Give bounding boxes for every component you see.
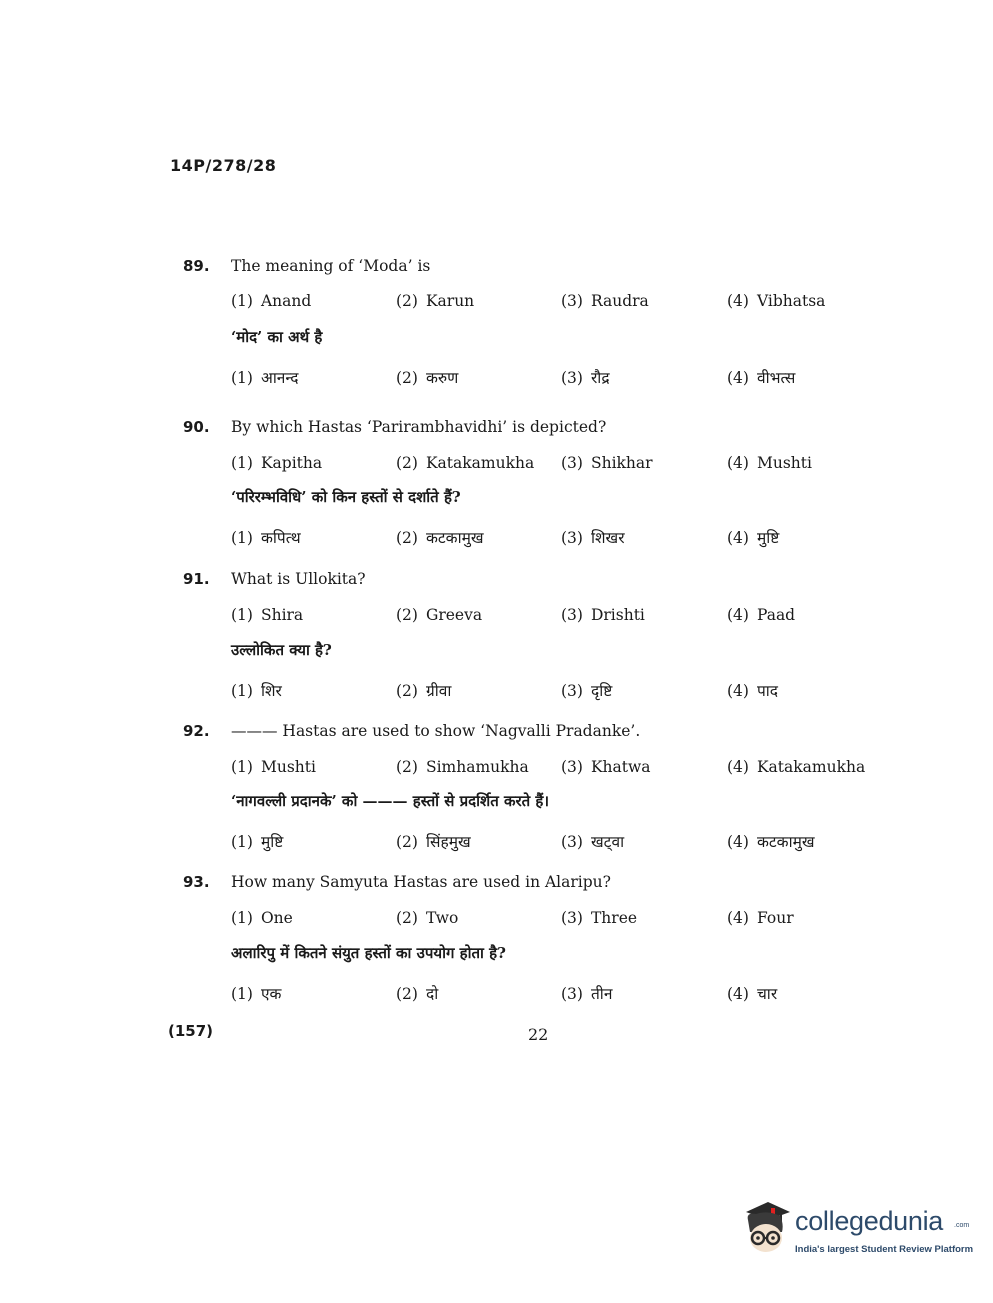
option-3-hi bbox=[561, 366, 610, 388]
option-number: (2) bbox=[396, 454, 418, 472]
option-number: (2) bbox=[396, 529, 418, 547]
option-number: (1) bbox=[231, 833, 253, 851]
option-label: कटकामुख bbox=[425, 529, 484, 547]
option-1-hi bbox=[231, 679, 282, 701]
page-number: 22 bbox=[528, 1025, 549, 1044]
question-label: By which Hastas ‘Parirambhavidhi’ is depicted? bbox=[231, 418, 607, 436]
option-number: (4) bbox=[727, 909, 749, 927]
question-text-hi: ‘मोद’ का अर्थ है bbox=[231, 328, 323, 346]
option-3-hi bbox=[561, 679, 612, 701]
option-4-hi bbox=[727, 366, 795, 388]
option-label: Karun bbox=[425, 292, 475, 310]
question-text-hi: ‘परिरम्भविधि’ को किन हस्तों से दर्शाते हैं? bbox=[231, 488, 461, 506]
option-1 bbox=[231, 454, 322, 472]
option-number: (4) bbox=[727, 529, 749, 547]
option-number: (1) bbox=[231, 682, 253, 700]
option-2-hi bbox=[396, 526, 484, 548]
option-label: Katakamukha bbox=[756, 758, 866, 776]
option-4 bbox=[727, 909, 794, 927]
option-1 bbox=[231, 606, 303, 624]
option-number: (4) bbox=[727, 606, 749, 624]
option-4-hi bbox=[727, 982, 777, 1004]
option-3-hi bbox=[561, 982, 612, 1004]
option-number: (4) bbox=[727, 454, 749, 472]
option-label: Raudra bbox=[590, 292, 649, 310]
option-3 bbox=[561, 909, 637, 927]
option-1-hi bbox=[231, 366, 298, 388]
option-2-hi bbox=[396, 982, 438, 1004]
option-label: Khatwa bbox=[590, 758, 651, 776]
option-3 bbox=[561, 606, 645, 624]
option-2 bbox=[396, 909, 458, 927]
option-number: (4) bbox=[727, 833, 749, 851]
option-number: (3) bbox=[561, 454, 583, 472]
option-number: (2) bbox=[396, 682, 418, 700]
option-number: (4) bbox=[727, 985, 749, 1003]
option-label: Kapitha bbox=[260, 454, 323, 472]
option-4-hi bbox=[727, 526, 779, 548]
question-label: How many Samyuta Hastas are used in Alaripu? bbox=[231, 873, 611, 891]
option-2-hi bbox=[396, 366, 458, 388]
option-number: (2) bbox=[396, 833, 418, 851]
option-number: (2) bbox=[396, 985, 418, 1003]
logo-wordmark: collegedunia bbox=[795, 1206, 944, 1236]
option-1 bbox=[231, 292, 311, 310]
question-number: 91. bbox=[183, 570, 210, 588]
option-number: (2) bbox=[396, 369, 418, 387]
mascot-icon bbox=[738, 1198, 794, 1258]
option-number: (3) bbox=[561, 909, 583, 927]
option-number: (3) bbox=[561, 758, 583, 776]
option-1 bbox=[231, 909, 293, 927]
question-label: What is Ullokita? bbox=[231, 570, 366, 588]
option-number: (3) bbox=[561, 985, 583, 1003]
option-4 bbox=[727, 454, 812, 472]
option-label: Three bbox=[590, 909, 638, 927]
option-number: (4) bbox=[727, 758, 749, 776]
option-number: (4) bbox=[727, 682, 749, 700]
logo-tagline: India's largest Student Review Platform bbox=[795, 1244, 974, 1255]
option-2 bbox=[396, 292, 474, 310]
option-1-hi bbox=[231, 982, 281, 1004]
logo-suffix: .com bbox=[954, 1222, 970, 1229]
option-label: Shikhar bbox=[590, 454, 653, 472]
option-number: (1) bbox=[231, 985, 253, 1003]
option-number: (1) bbox=[231, 758, 253, 776]
option-label: रौद्र bbox=[590, 369, 610, 387]
option-number: (4) bbox=[727, 292, 749, 310]
option-2 bbox=[396, 758, 529, 776]
option-label: पाद bbox=[756, 682, 779, 700]
option-number: (3) bbox=[561, 529, 583, 547]
option-number: (3) bbox=[561, 833, 583, 851]
option-label: करुण bbox=[425, 369, 459, 387]
question-number: 93. bbox=[183, 873, 210, 891]
option-label: Mushti bbox=[260, 758, 316, 776]
option-label: कटकामुख bbox=[756, 833, 815, 851]
option-3-hi bbox=[561, 526, 625, 548]
option-number: (2) bbox=[396, 758, 418, 776]
option-label: Simhamukha bbox=[425, 758, 529, 776]
option-number: (1) bbox=[231, 606, 253, 624]
option-number: (2) bbox=[396, 909, 418, 927]
option-label: सिंहमुख bbox=[425, 833, 471, 851]
question-number: 90. bbox=[183, 418, 210, 436]
option-3 bbox=[561, 758, 651, 776]
option-label: ग्रीवा bbox=[425, 682, 452, 700]
option-number: (1) bbox=[231, 292, 253, 310]
question-number: 89. bbox=[183, 257, 210, 275]
option-2-hi bbox=[396, 679, 451, 701]
option-4 bbox=[727, 606, 795, 624]
option-label: तीन bbox=[590, 985, 613, 1003]
option-label: Two bbox=[425, 909, 459, 927]
option-2 bbox=[396, 606, 482, 624]
option-3 bbox=[561, 292, 649, 310]
option-4-hi bbox=[727, 830, 815, 852]
option-3-hi bbox=[561, 830, 624, 852]
option-label: Greeva bbox=[425, 606, 483, 624]
option-number: (3) bbox=[561, 369, 583, 387]
option-label: Shira bbox=[260, 606, 304, 624]
option-label: One bbox=[260, 909, 293, 927]
option-4 bbox=[727, 292, 825, 310]
option-number: (3) bbox=[561, 292, 583, 310]
option-2-hi bbox=[396, 830, 471, 852]
question-number: 92. bbox=[183, 722, 210, 740]
option-label: Mushti bbox=[756, 454, 812, 472]
question-label: The meaning of ‘Moda’ is bbox=[231, 257, 431, 275]
option-number: (2) bbox=[396, 606, 418, 624]
option-label: मुष्टि bbox=[756, 529, 780, 547]
option-number: (1) bbox=[231, 529, 253, 547]
option-label: शिर bbox=[260, 682, 282, 700]
option-label: Four bbox=[756, 909, 794, 927]
option-label: वीभत्स bbox=[756, 369, 796, 387]
question-text-hi: ‘नागवल्ली प्रदानके’ को ——— हस्तों से प्रदर्शित करते हैं। bbox=[231, 792, 550, 810]
option-label: एक bbox=[260, 985, 282, 1003]
paper-code: 14P/278/28 bbox=[170, 156, 277, 175]
option-label: Anand bbox=[260, 292, 312, 310]
option-1-hi bbox=[231, 526, 301, 548]
option-4 bbox=[727, 758, 865, 776]
option-number: (1) bbox=[231, 454, 253, 472]
option-label: दो bbox=[425, 985, 439, 1003]
collegedunia-logo[interactable] bbox=[738, 1198, 974, 1258]
option-number: (4) bbox=[727, 369, 749, 387]
option-number: (3) bbox=[561, 606, 583, 624]
option-label: खट्वा bbox=[590, 833, 625, 851]
option-label: मुष्टि bbox=[260, 833, 284, 851]
option-label: Katakamukha bbox=[425, 454, 535, 472]
option-number: (3) bbox=[561, 682, 583, 700]
footer-code: (157) bbox=[168, 1022, 214, 1040]
option-1-hi bbox=[231, 830, 283, 852]
option-label: Paad bbox=[756, 606, 796, 624]
option-number: (1) bbox=[231, 909, 253, 927]
question-label: ——— Hastas are used to show ‘Nagvalli Pradanke’. bbox=[231, 722, 641, 740]
option-2 bbox=[396, 454, 534, 472]
option-label: कपित्थ bbox=[260, 529, 301, 547]
option-label: Vibhatsa bbox=[756, 292, 826, 310]
option-label: चार bbox=[756, 985, 778, 1003]
option-label: दृष्टि bbox=[590, 682, 613, 700]
question-text-hi: उल्लोकित क्या है? bbox=[231, 641, 332, 659]
option-label: Drishti bbox=[590, 606, 645, 624]
option-number: (2) bbox=[396, 292, 418, 310]
option-1 bbox=[231, 758, 316, 776]
option-3 bbox=[561, 454, 653, 472]
option-label: आनन्द bbox=[260, 369, 299, 387]
option-number: (1) bbox=[231, 369, 253, 387]
option-label: शिखर bbox=[590, 529, 625, 547]
question-text-hi: अलारिपु में कितने संयुत हस्तों का उपयोग होता है? bbox=[231, 944, 506, 962]
option-4-hi bbox=[727, 679, 778, 701]
